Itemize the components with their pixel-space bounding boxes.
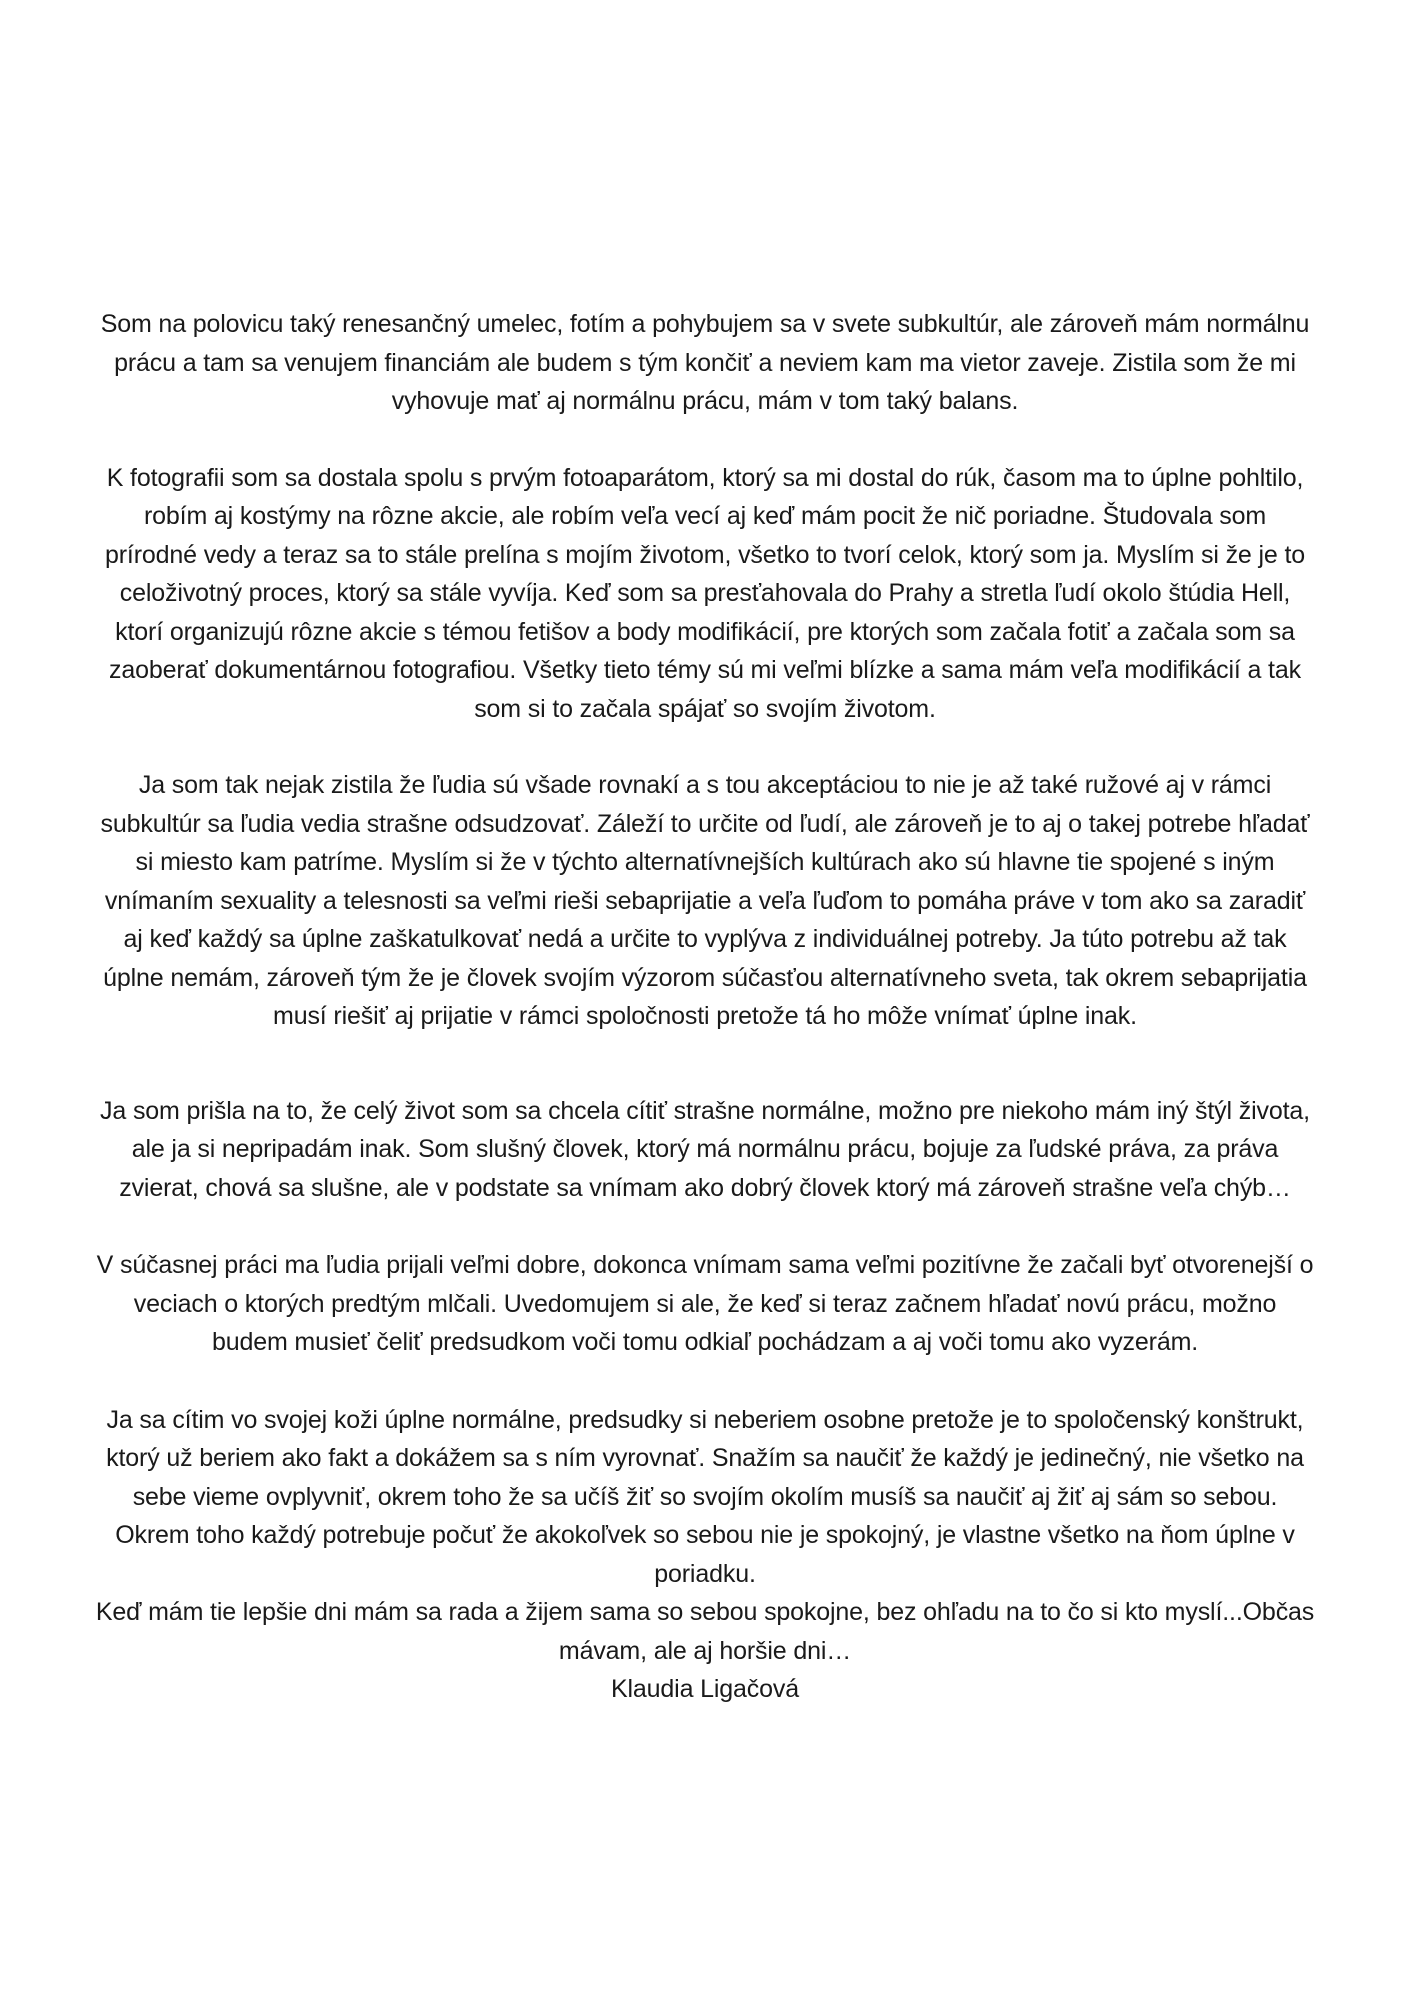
paragraph-self-acceptance: Ja sa cítim vo svojej koži úplne normálne, predsudky si neberiem osobne pretože je to spoločenský konštrukt, ktorý už beriem ako fakt a dokážem sa s ním vyrovnať. Snažím sa naučiť že každý je jedinečný, nie všetko na sebe vieme ovplyvniť, okrem toho že sa učíš žiť so svojím okolím musíš sa naučiť aj žiť aj sám so sebou. Okrem toho každý potrebuje počuť že akokoľvek so sebou nie je spokojný, je vlastne všetko na ňom úplne v poriadku. (106, 1405, 1304, 1588)
paragraph-good-days: Keď mám tie lepšie dni mám sa rada a žijem sama so sebou spokojne, bez ohľadu na to čo si kto myslí...Občas mávam, ale aj horšie dni… (95, 1598, 1315, 1665)
paragraph-intro: Som na polovicu taký renesančný umelec, fotím a pohybujem sa v svete subkultúr, ale zároveň mám normálnu prácu a tam sa venujem financiám ale budem s tým končiť a neviem kam ma vietor zaveje. Zistila som že mi vyhovuje mať aj normálnu prácu, mám v tom taký balans. (100, 310, 1310, 415)
paragraph-work: V súčasnej práci ma ľudia prijali veľmi dobre, dokonca vnímam sama veľmi pozitívne že začali byť otvorenejší o veciach o ktorých predtým mlčali. Uvedomujem si ale, že keď si teraz začnem hľadať novú prácu, možno budem musieť čeliť predsudkom voči tomu odkiaľ pochádzam a aj voči tomu ako vyzerám. (96, 1251, 1314, 1356)
author-signature: Klaudia Ligačová (610, 1675, 800, 1703)
paragraph-subcultures: Ja som tak nejak zistila že ľudia sú všade rovnakí a s tou akceptáciou to nie je až také ružové aj v rámci subkultúr sa ľudia vedia strašne odsudzovať. Záleží to určite od ľudí, ale zároveň je to aj o takej potrebe hľadať si miesto kam patríme. Myslím si že v týchto alternatívnejších kultúrach ako sú hlavne tie spojené s iným vnímaním sexuality a telesnosti sa veľmi rieši sebaprijatie a veľa ľuďom to pomáha práve v tom ako sa zaradiť aj keď každý sa úplne zaškatulkovať nedá a určite to vyplýva z individuálnej potreby. Ja túto potrebu až tak úplne nemám, zároveň tým že je človek svojím výzorom súčasťou alternatívneho sveta, tak okrem sebaprijatia musí riešiť aj prijatie v rámci spoločnosti pretože tá ho môže vnímať úplne inak. (100, 771, 1310, 1030)
paragraph-normal-life: Ja som prišla na to, že celý život som sa chcela cítiť strašne normálne, možno pre niekoho mám iný štýl života, ale ja si nepripadám inak. Som slušný človek, ktorý má normálnu prácu, bojuje za ľudské práva, za práva zvierat, chová sa slušne, ale v podstate sa vnímam ako dobrý človek ktorý má zároveň strašne veľa chýb… (100, 1096, 1310, 1202)
article-body (95, 305, 1315, 1709)
paragraph-photography: K fotografii som sa dostala spolu s prvým fotoaparátom, ktorý sa mi dostal do rúk, časom ma to úplne pohltilo, robím aj kostýmy na rôzne akcie, ale robím veľa vecí aj keď mám pocit že nič poriadne. Študovala som prírodné vedy a teraz sa to stále prelína s mojím životom, všetko to tvorí celok, ktorý som ja. Myslím si že je to celoživotný proces, ktorý sa stále vyvíja. Keď som sa presťahovala do Prahy a stretla ľudí okolo štúdia Hell, ktorí organizujú rôzne akcie s témou fetišov a body modifikácií, pre ktorých som začala fotiť a začala som sa zaoberať dokumentárnou fotografiou. Všetky tieto témy sú mi veľmi blízke a sama mám veľa modifikácií a tak som si to začala spájať so svojím životom. (104, 463, 1305, 723)
